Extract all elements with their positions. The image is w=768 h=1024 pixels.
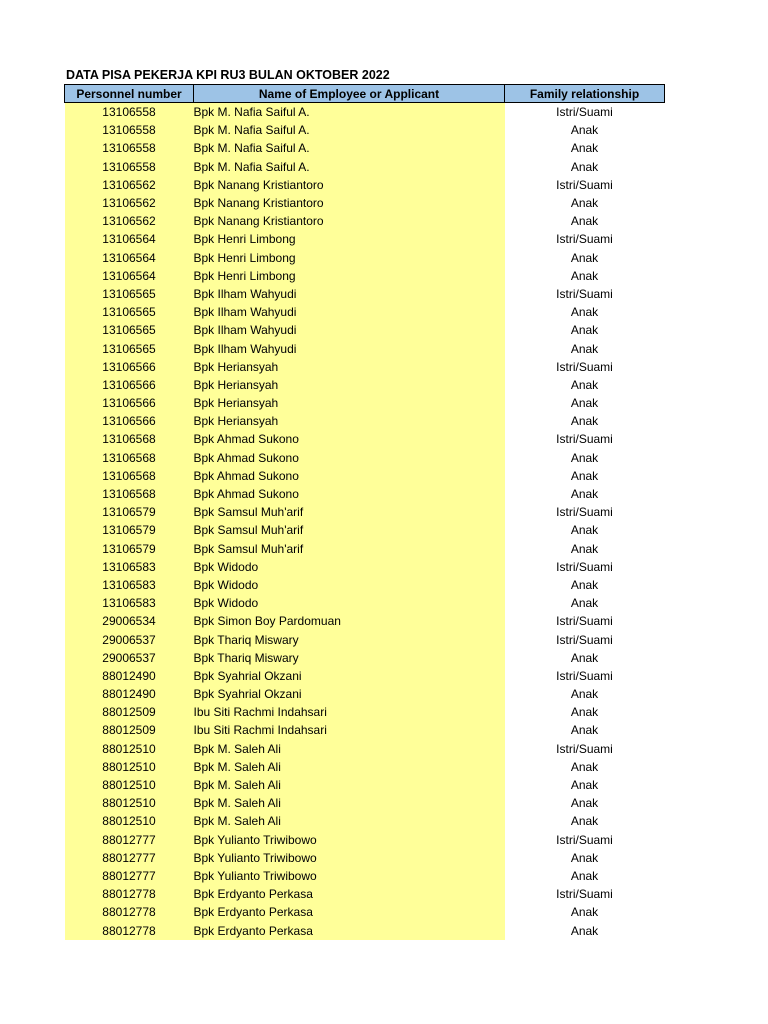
cell-employee-name[interactable]: Bpk M. Nafia Saiful A. (194, 158, 505, 176)
cell-family-relationship[interactable]: Istri/Suami (505, 430, 665, 448)
cell-employee-name[interactable]: Bpk Thariq Miswary (194, 630, 505, 648)
cell-personnel-number[interactable]: 13106562 (65, 194, 194, 212)
cell-personnel-number[interactable]: 13106566 (65, 394, 194, 412)
cell-employee-name[interactable]: Bpk Heriansyah (194, 358, 505, 376)
cell-personnel-number[interactable]: 29006537 (65, 649, 194, 667)
cell-family-relationship[interactable]: Istri/Suami (505, 885, 665, 903)
cell-employee-name[interactable]: Bpk Ilham Wahyudi (194, 303, 505, 321)
cell-family-relationship[interactable]: Anak (505, 594, 665, 612)
cell-personnel-number[interactable]: 88012778 (65, 903, 194, 921)
cell-personnel-number[interactable]: 88012510 (65, 794, 194, 812)
cell-employee-name[interactable]: Bpk Erdyanto Perkasa (194, 921, 505, 939)
cell-personnel-number[interactable]: 88012510 (65, 812, 194, 830)
table-row (65, 885, 665, 903)
cell-personnel-number[interactable]: 29006534 (65, 612, 194, 630)
table-row (65, 230, 665, 248)
cell-personnel-number[interactable]: 88012777 (65, 849, 194, 867)
cell-employee-name[interactable]: Bpk Nanang Kristiantoro (194, 194, 505, 212)
table-row (65, 540, 665, 558)
cell-personnel-number[interactable]: 88012509 (65, 721, 194, 739)
table-row (65, 576, 665, 594)
cell-employee-name[interactable]: Bpk M. Nafia Saiful A. (194, 103, 505, 122)
cell-employee-name[interactable]: Bpk Ahmad Sukono (194, 430, 505, 448)
table-row (65, 121, 665, 139)
table-row (65, 667, 665, 685)
table-row (65, 321, 665, 339)
cell-employee-name[interactable]: Bpk Samsul Muh'arif (194, 503, 505, 521)
cell-employee-name[interactable]: Bpk M. Saleh Ali (194, 776, 505, 794)
table-row (65, 558, 665, 576)
table-row (65, 376, 665, 394)
table-row (65, 812, 665, 830)
cell-family-relationship[interactable]: Anak (505, 249, 665, 267)
table-row (65, 139, 665, 157)
cell-family-relationship[interactable]: Anak (505, 412, 665, 430)
cell-employee-name[interactable]: Bpk Ilham Wahyudi (194, 321, 505, 339)
cell-family-relationship[interactable]: Anak (505, 649, 665, 667)
cell-family-relationship[interactable]: Anak (505, 849, 665, 867)
cell-family-relationship[interactable]: Istri/Suami (505, 358, 665, 376)
table-row (65, 249, 665, 267)
cell-employee-name[interactable]: Bpk Samsul Muh'arif (194, 540, 505, 558)
cell-personnel-number[interactable]: 13106565 (65, 339, 194, 357)
cell-personnel-number[interactable]: 13106565 (65, 303, 194, 321)
cell-personnel-number[interactable]: 88012509 (65, 703, 194, 721)
cell-personnel-number[interactable]: 13106566 (65, 376, 194, 394)
table-row (65, 430, 665, 448)
cell-personnel-number[interactable]: 13106583 (65, 576, 194, 594)
cell-family-relationship[interactable]: Anak (505, 449, 665, 467)
cell-employee-name[interactable]: Bpk Nanang Kristiantoro (194, 212, 505, 230)
table-body (65, 103, 665, 940)
cell-personnel-number[interactable]: 13106568 (65, 467, 194, 485)
table-row (65, 412, 665, 430)
cell-family-relationship[interactable]: Anak (505, 867, 665, 885)
cell-family-relationship[interactable]: Anak (505, 758, 665, 776)
cell-personnel-number[interactable]: 13106562 (65, 212, 194, 230)
table-row (65, 485, 665, 503)
cell-employee-name[interactable]: Bpk M. Saleh Ali (194, 740, 505, 758)
table-row (65, 794, 665, 812)
cell-employee-name[interactable]: Bpk Ahmad Sukono (194, 485, 505, 503)
cell-employee-name[interactable]: Bpk M. Saleh Ali (194, 812, 505, 830)
table-row (65, 267, 665, 285)
table-row (65, 594, 665, 612)
cell-personnel-number[interactable]: 13106564 (65, 249, 194, 267)
table-row (65, 503, 665, 521)
cell-family-relationship[interactable]: Anak (505, 339, 665, 357)
cell-personnel-number[interactable]: 13106566 (65, 412, 194, 430)
table-row (65, 776, 665, 794)
cell-family-relationship[interactable]: Anak (505, 685, 665, 703)
cell-personnel-number[interactable]: 13106579 (65, 503, 194, 521)
cell-employee-name[interactable]: Bpk Samsul Muh'arif (194, 521, 505, 539)
table-row (65, 285, 665, 303)
spreadsheet-sheet (64, 66, 664, 940)
cell-family-relationship[interactable]: Anak (505, 267, 665, 285)
employee-family-table (64, 84, 665, 940)
cell-employee-name[interactable]: Ibu Siti Rachmi Indahsari (194, 721, 505, 739)
table-row (65, 921, 665, 939)
table-row (65, 849, 665, 867)
cell-family-relationship[interactable]: Anak (505, 194, 665, 212)
table-row (65, 521, 665, 539)
table-row (65, 740, 665, 758)
cell-employee-name[interactable]: Bpk Ilham Wahyudi (194, 285, 505, 303)
table-row (65, 158, 665, 176)
header-personnel-number[interactable]: Personnel number (65, 85, 194, 103)
cell-family-relationship[interactable]: Anak (505, 321, 665, 339)
cell-employee-name[interactable]: Bpk Heriansyah (194, 412, 505, 430)
header-employee-name[interactable]: Name of Employee or Applicant (194, 85, 505, 103)
cell-employee-name[interactable]: Bpk Henri Limbong (194, 267, 505, 285)
cell-personnel-number[interactable]: 13106564 (65, 267, 194, 285)
cell-personnel-number[interactable]: 13106566 (65, 358, 194, 376)
cell-personnel-number[interactable]: 13106558 (65, 158, 194, 176)
cell-personnel-number[interactable]: 13106564 (65, 230, 194, 248)
table-row (65, 867, 665, 885)
table-row (65, 831, 665, 849)
cell-family-relationship[interactable]: Istri/Suami (505, 667, 665, 685)
cell-personnel-number[interactable]: 29006537 (65, 630, 194, 648)
table-row (65, 176, 665, 194)
cell-family-relationship[interactable]: Istri/Suami (505, 630, 665, 648)
cell-family-relationship[interactable]: Anak (505, 485, 665, 503)
cell-family-relationship[interactable]: Istri/Suami (505, 176, 665, 194)
cell-personnel-number[interactable]: 13106583 (65, 594, 194, 612)
table-row (65, 612, 665, 630)
table-row (65, 721, 665, 739)
table-row (65, 630, 665, 648)
cell-employee-name[interactable]: Bpk Yulianto Triwibowo (194, 831, 505, 849)
cell-employee-name[interactable]: Bpk Heriansyah (194, 376, 505, 394)
cell-employee-name[interactable]: Bpk Erdyanto Perkasa (194, 903, 505, 921)
cell-family-relationship[interactable]: Anak (505, 121, 665, 139)
cell-employee-name[interactable]: Bpk Widodo (194, 576, 505, 594)
cell-employee-name[interactable]: Bpk Widodo (194, 558, 505, 576)
table-row (65, 758, 665, 776)
cell-personnel-number[interactable]: 88012510 (65, 740, 194, 758)
cell-employee-name[interactable]: Bpk Henri Limbong (194, 249, 505, 267)
cell-personnel-number[interactable]: 88012778 (65, 921, 194, 939)
cell-family-relationship[interactable]: Anak (505, 394, 665, 412)
cell-personnel-number[interactable]: 13106562 (65, 176, 194, 194)
cell-personnel-number[interactable]: 13106558 (65, 139, 194, 157)
table-row (65, 449, 665, 467)
cell-employee-name[interactable]: Bpk Ilham Wahyudi (194, 339, 505, 357)
cell-family-relationship[interactable]: Anak (505, 376, 665, 394)
cell-family-relationship[interactable]: Istri/Suami (505, 740, 665, 758)
table-row (65, 103, 665, 122)
cell-personnel-number[interactable]: 13106558 (65, 103, 194, 122)
table-row (65, 394, 665, 412)
cell-employee-name[interactable]: Bpk Ahmad Sukono (194, 449, 505, 467)
cell-employee-name[interactable]: Bpk Nanang Kristiantoro (194, 176, 505, 194)
table-row (65, 339, 665, 357)
cell-personnel-number[interactable]: 13106558 (65, 121, 194, 139)
cell-family-relationship[interactable]: Anak (505, 812, 665, 830)
cell-employee-name[interactable]: Bpk M. Saleh Ali (194, 758, 505, 776)
table-row (65, 358, 665, 376)
cell-family-relationship[interactable]: Anak (505, 576, 665, 594)
cell-family-relationship[interactable]: Anak (505, 776, 665, 794)
cell-family-relationship[interactable]: Anak (505, 921, 665, 939)
cell-employee-name[interactable]: Bpk Widodo (194, 594, 505, 612)
table-row (65, 303, 665, 321)
cell-family-relationship[interactable]: Anak (505, 703, 665, 721)
cell-personnel-number[interactable]: 88012777 (65, 831, 194, 849)
cell-family-relationship[interactable]: Anak (505, 158, 665, 176)
cell-family-relationship[interactable]: Istri/Suami (505, 230, 665, 248)
table-header (65, 85, 665, 103)
table-row (65, 212, 665, 230)
cell-personnel-number[interactable]: 13106583 (65, 558, 194, 576)
cell-employee-name[interactable]: Ibu Siti Rachmi Indahsari (194, 703, 505, 721)
cell-family-relationship[interactable]: Anak (505, 540, 665, 558)
cell-employee-name[interactable]: Bpk Syahrial Okzani (194, 667, 505, 685)
cell-family-relationship[interactable]: Istri/Suami (505, 503, 665, 521)
table-row (65, 649, 665, 667)
table-row (65, 194, 665, 212)
cell-family-relationship[interactable]: Anak (505, 303, 665, 321)
cell-employee-name[interactable]: Bpk Henri Limbong (194, 230, 505, 248)
cell-employee-name[interactable]: Bpk Simon Boy Pardomuan (194, 612, 505, 630)
cell-family-relationship[interactable]: Istri/Suami (505, 285, 665, 303)
cell-family-relationship[interactable]: Anak (505, 212, 665, 230)
table-row (65, 903, 665, 921)
cell-employee-name[interactable]: Bpk Ahmad Sukono (194, 467, 505, 485)
header-row (65, 85, 665, 103)
cell-personnel-number[interactable]: 88012510 (65, 776, 194, 794)
cell-employee-name[interactable]: Bpk Yulianto Triwibowo (194, 867, 505, 885)
cell-personnel-number[interactable]: 13106579 (65, 540, 194, 558)
cell-personnel-number[interactable]: 13106568 (65, 449, 194, 467)
table-row (65, 685, 665, 703)
cell-personnel-number[interactable]: 13106565 (65, 285, 194, 303)
cell-family-relationship[interactable]: Anak (505, 794, 665, 812)
cell-family-relationship[interactable]: Anak (505, 721, 665, 739)
cell-employee-name[interactable]: Bpk Heriansyah (194, 394, 505, 412)
header-family-relationship[interactable]: Family relationship (505, 85, 665, 103)
cell-employee-name[interactable]: Bpk Thariq Miswary (194, 649, 505, 667)
cell-personnel-number[interactable]: 88012777 (65, 867, 194, 885)
cell-family-relationship[interactable]: Istri/Suami (505, 831, 665, 849)
cell-personnel-number[interactable]: 13106568 (65, 485, 194, 503)
cell-personnel-number[interactable]: 13106568 (65, 430, 194, 448)
cell-family-relationship[interactable]: Anak (505, 467, 665, 485)
cell-personnel-number[interactable]: 13106565 (65, 321, 194, 339)
cell-family-relationship[interactable]: Istri/Suami (505, 612, 665, 630)
table-row (65, 467, 665, 485)
cell-family-relationship[interactable]: Anak (505, 139, 665, 157)
cell-personnel-number[interactable]: 88012778 (65, 885, 194, 903)
cell-personnel-number[interactable]: 88012490 (65, 667, 194, 685)
cell-family-relationship[interactable]: Istri/Suami (505, 103, 665, 122)
cell-personnel-number[interactable]: 13106579 (65, 521, 194, 539)
cell-employee-name[interactable]: Bpk Yulianto Triwibowo (194, 849, 505, 867)
cell-family-relationship[interactable]: Anak (505, 521, 665, 539)
table-row (65, 703, 665, 721)
cell-family-relationship[interactable]: Istri/Suami (505, 558, 665, 576)
cell-employee-name[interactable]: Bpk Syahrial Okzani (194, 685, 505, 703)
cell-personnel-number[interactable]: 88012490 (65, 685, 194, 703)
cell-employee-name[interactable]: Bpk M. Nafia Saiful A. (194, 139, 505, 157)
cell-employee-name[interactable]: Bpk Erdyanto Perkasa (194, 885, 505, 903)
cell-family-relationship[interactable]: Anak (505, 903, 665, 921)
cell-employee-name[interactable]: Bpk M. Saleh Ali (194, 794, 505, 812)
cell-personnel-number[interactable]: 88012510 (65, 758, 194, 776)
cell-employee-name[interactable]: Bpk M. Nafia Saiful A. (194, 121, 505, 139)
document-title: DATA PISA PEKERJA KPI RU3 BULAN OKTOBER 2022 (66, 68, 390, 82)
